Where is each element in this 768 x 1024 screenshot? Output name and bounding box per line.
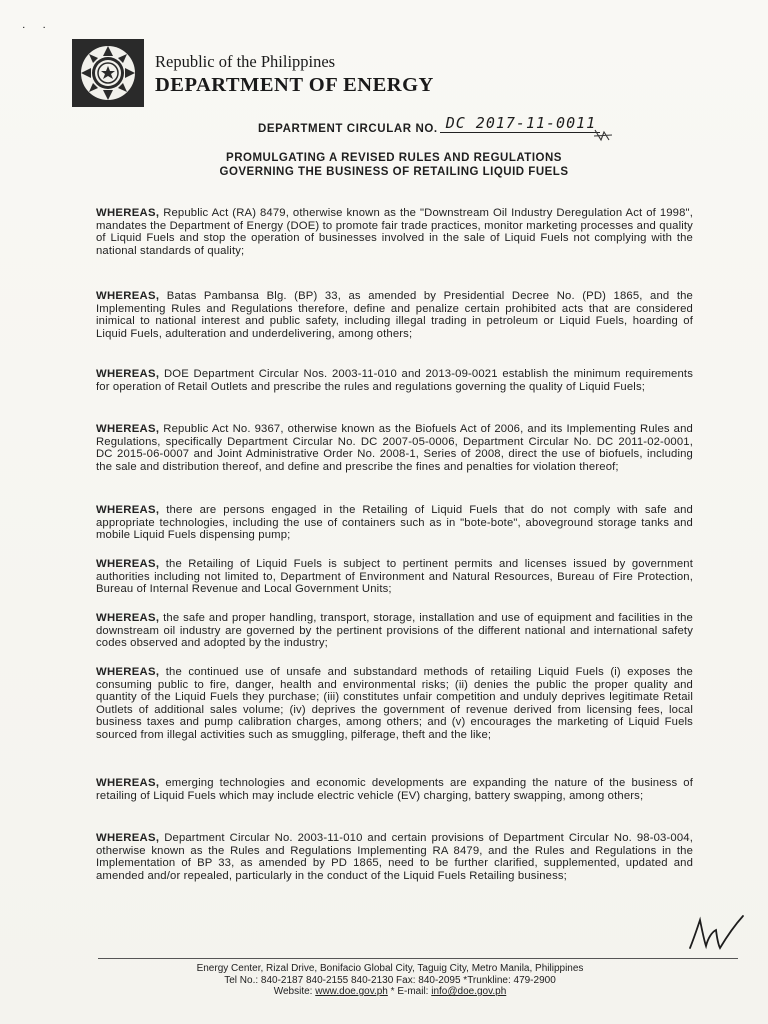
doe-seal-icon	[72, 39, 144, 107]
circular-label: DEPARTMENT CIRCULAR NO.	[258, 123, 438, 135]
whereas-clause	[96, 666, 693, 742]
scan-specks: ˙ ˙	[22, 24, 54, 40]
signature-mark-icon	[686, 912, 746, 954]
whereas-keyword: WHEREAS,	[96, 832, 160, 844]
whereas-clause	[96, 290, 693, 340]
document-title	[150, 151, 638, 179]
whereas-keyword: WHEREAS,	[96, 666, 160, 678]
clause-text: there are persons engaged in the Retailing of Liquid Fuels that do not comply with safe and appropriate technologies, including the use of containers such as in "bote-bote", aboveground storage tanks and mobile Liquid Fuels dispensing pump;	[96, 504, 693, 542]
website-link[interactable]: www.doe.gov.ph	[315, 986, 388, 997]
clause-text: Batas Pambansa Blg. (BP) 33, as amended by Presidential Decree No. (PD) 1865, and the Implementing Rules and Regulations therefore, define and penalize certain prohibited acts that are considered inimical to national interest and public safety, including illegal trading in petroleum or Liquid Fuels, hoarding of Liquid Fuels, adulteration and underdelivering, among others;	[96, 290, 693, 340]
clause-text: the safe and proper handling, transport, storage, installation and use of equipment and facilities in the downstream oil industry are governed by the pertinent provisions of the different national and international safety codes observed and adopted by the industry;	[96, 612, 693, 650]
whereas-keyword: WHEREAS,	[96, 290, 160, 302]
whereas-clause	[96, 558, 693, 596]
clause-text: emerging technologies and economic developments are expanding the nature of the business of retailing of Liquid Fuels which may include electric vehicle (EV) charging, battery swapping, among others;	[96, 777, 693, 802]
footer	[160, 963, 620, 998]
whereas-keyword: WHEREAS,	[96, 777, 160, 789]
footer-address: Energy Center, Rizal Drive, Bonifacio Global City, Taguig City, Metro Manila, Philippines	[196, 963, 584, 974]
circular-number: DC 2017-11-0011	[440, 114, 600, 133]
title-line-2: GOVERNING THE BUSINESS OF RETAILING LIQUID FUELS	[219, 166, 569, 178]
whereas-clause	[96, 777, 693, 802]
whereas-clause	[96, 368, 693, 393]
clause-text: Republic Act (RA) 8479, otherwise known as the "Downstream Oil Industry Deregulation Act of 1998", mandates the Department of Energy (DOE) to promote fair trade practices, monitor marketing processes and quality of Liquid Fuels and stop the operation of businesses involved in the sale of Liquid Fuels not complying with the national standards of quality;	[96, 207, 693, 257]
agency-header	[155, 52, 434, 98]
whereas-clause	[96, 504, 693, 542]
clause-text: DOE Department Circular Nos. 2003-11-010 and 2013-09-0021 establish the minimum requirements for operation of Retail Outlets and prescribe the rules and regulations governing the quality of Liquid Fuels;	[96, 368, 693, 393]
clause-text: the Retailing of Liquid Fuels is subject to pertinent permits and licenses issued by government authorities including not limited to, Department of Environment and Natural Resources, Bureau of Fire Protection, Bureau of Internal Revenue and Local Government Units;	[96, 558, 693, 596]
whereas-clause	[96, 423, 693, 473]
footer-contact: Tel No.: 840-2187 840-2155 840-2130 Fax: 840-2095 *Trunkline: 479-2900	[224, 974, 556, 986]
republic-label: Republic of the Philippines	[155, 52, 336, 71]
whereas-keyword: WHEREAS,	[96, 207, 160, 219]
whereas-keyword: WHEREAS,	[96, 612, 160, 624]
footer-divider	[98, 958, 738, 959]
email-link[interactable]: info@doe.gov.ph	[431, 986, 507, 997]
footer-web-line	[160, 986, 620, 998]
whereas-clause	[96, 832, 693, 882]
whereas-keyword: WHEREAS,	[96, 368, 160, 380]
email-label: * E-mail:	[390, 986, 429, 997]
clause-text: the continued use of unsafe and substandard methods of retailing Liquid Fuels (i) exposes the consuming public to fire, danger, health and environmental risks; (ii) denies the public the proper quality and quantity of the Liquid Fuels they purchase; (iii) constitutes unfair competition and unduly deprives legitimate Retail Outlets of additional sales volume; (iv) deprives the government of revenue derived from licensing fees, local business taxes and pump calibration charges, among others; and (v) encourages the marketing of Liquid Fuels sourced from illegal activities such as smuggling, pilferage, theft and the like;	[96, 666, 693, 741]
initial-mark-icon	[592, 126, 614, 144]
whereas-keyword: WHEREAS,	[96, 558, 160, 570]
whereas-clause	[96, 207, 693, 257]
clause-text: Republic Act No. 9367, otherwise known as the Biofuels Act of 2006, and its Implementing Rules and Regulations, specifically Department Circular No. DC 2007-05-0006, Department Circular No. DC 2011-02-0001, DC 2015-06-0007 and Joint Administrative Order No. 2008-1, Series of 2008, direct the use of biofuels, including the sale and distribution thereof, and define and prescribe the fines and penalties for violation thereof;	[96, 423, 693, 473]
department-name: DEPARTMENT OF ENERGY	[155, 74, 434, 96]
whereas-keyword: WHEREAS,	[96, 423, 160, 435]
clause-text: Department Circular No. 2003-11-010 and certain provisions of Department Circular No. 98-03-004, otherwise known as the Rules and Regulations Implementing RA 8479, and the Rules and Regulations in the Implementation of BP 33, as amended by PD 1865, need to be further clarified, supplemented, updated and amended and/or repealed, particularly in the conduct of the Liquid Fuels Retailing business;	[96, 832, 693, 882]
title-line-1: PROMULGATING A REVISED RULES AND REGULATIONS	[226, 152, 562, 164]
whereas-clause	[96, 612, 693, 650]
circular-number-line	[258, 114, 600, 137]
website-label: Website:	[273, 986, 313, 997]
whereas-keyword: WHEREAS,	[96, 504, 160, 516]
